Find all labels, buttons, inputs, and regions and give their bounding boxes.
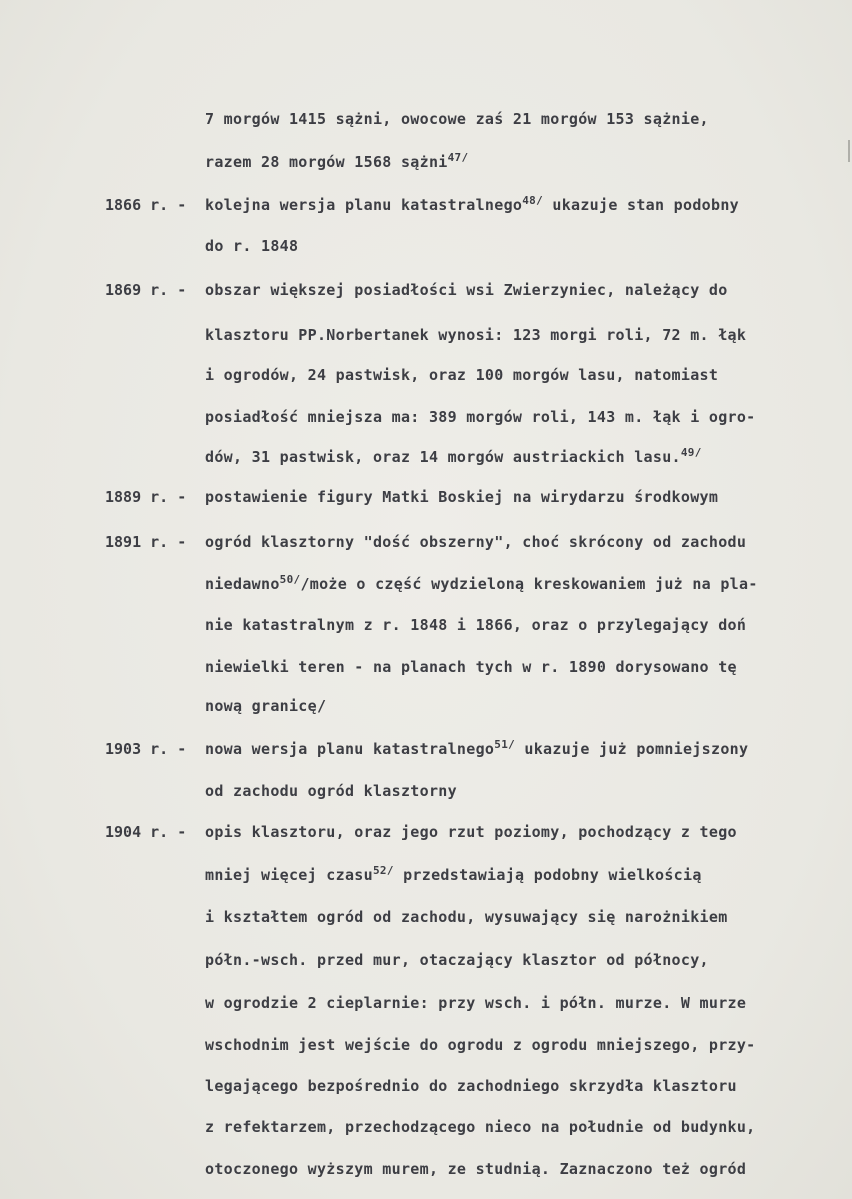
text-line — [205, 616, 746, 634]
line-text: otoczonego wyższym murem, ze studnią. Zaznaczono też ogród — [205, 1160, 747, 1178]
entry-year: 1904 r. - — [105, 823, 187, 841]
text-line — [205, 1036, 756, 1054]
text-line — [205, 740, 748, 758]
text-line — [205, 782, 457, 800]
text-line — [205, 908, 728, 926]
line-text: i kształtem ogród od zachodu, wysuwający się narożnikiem — [205, 908, 728, 926]
text-line — [205, 153, 468, 171]
line-text: niedawno — [205, 575, 280, 593]
text-line — [205, 110, 709, 128]
text-line — [205, 196, 739, 214]
line-text: legającego bezpośrednio do zachodniego skrzydła klasztoru — [205, 1077, 737, 1095]
text-line — [205, 994, 746, 1012]
text-line — [205, 823, 737, 841]
line-text: posiadłość mniejsza ma: 389 morgów roli, 143 m. łąk i ogro- — [205, 408, 756, 426]
text-line — [205, 326, 746, 344]
entry-year: 1903 r. - — [105, 740, 187, 758]
line-text: ogród klasztorny "dość obszerny", choć skrócony od zachodu — [205, 533, 747, 551]
line-text: nie katastralnym z r. 1848 i 1866, oraz o przylegający doń — [205, 616, 747, 634]
line-text: niewielki teren - na planach tych w r. 1890 dorysowano tę — [205, 658, 737, 676]
footnote-ref: 47/ — [447, 151, 469, 164]
line-text: 7 morgów 1415 sążni, owocowe zaś 21 morgów 153 sążnie, — [205, 110, 709, 128]
text-line — [205, 488, 718, 506]
text-line — [205, 658, 737, 676]
line-text: w ogrodzie 2 cieplarnie: przy wsch. i półn. murze. W murze — [205, 994, 747, 1012]
line-text: nowa wersja planu katastralnego — [205, 740, 495, 758]
line-text: i ogrodów, 24 pastwisk, oraz 100 morgów lasu, natomiast — [205, 366, 719, 384]
line-text: klasztoru PP.Norbertanek wynosi: 123 morgi roli, 72 m. łąk — [205, 326, 747, 344]
line-text: wschodnim jest wejście do ogrodu z ogrodu mniejszego, przy- — [205, 1036, 756, 1054]
text-line — [205, 408, 756, 426]
entry-year: 1891 r. - — [105, 533, 187, 551]
text-line — [205, 951, 709, 969]
line-text-continued: /może o część wydzieloną kreskowaniem już na pla- — [300, 575, 758, 593]
entry-year: 1866 r. - — [105, 196, 187, 214]
text-line — [205, 866, 702, 884]
entry-year: 1889 r. - — [105, 488, 187, 506]
line-text: półn.-wsch. przed mur, otaczający klasztor od północy, — [205, 951, 709, 969]
line-text: razem 28 morgów 1568 sążni — [205, 153, 448, 171]
line-text: od zachodu ogród klasztorny — [205, 782, 457, 800]
line-text-continued: ukazuje już pomniejszony — [515, 740, 749, 758]
line-text: postawienie figury Matki Boskiej na wirydarzu środkowym — [205, 488, 719, 506]
line-text: opis klasztoru, oraz jego rzut poziomy, pochodzący z tego — [205, 823, 737, 841]
line-text: kolejna wersja planu katastralnego — [205, 196, 523, 214]
entry-year: 1869 r. - — [105, 281, 187, 299]
text-line — [205, 281, 728, 299]
line-text: z refektarzem, przechodzącego nieco na południe od budynku, — [205, 1118, 756, 1136]
text-line — [205, 533, 746, 551]
line-text: obszar większej posiadłości wsi Zwierzyniec, należący do — [205, 281, 728, 299]
line-text: nową granicę/ — [205, 697, 327, 715]
text-line — [205, 575, 758, 593]
footnote-ref: 48/ — [522, 194, 544, 207]
footnote-ref: 50/ — [279, 573, 301, 586]
text-line — [205, 1077, 737, 1095]
page-edge-mark — [848, 140, 850, 162]
footnote-ref: 49/ — [680, 446, 702, 459]
line-text: dów, 31 pastwisk, oraz 14 morgów austriackich lasu. — [205, 448, 681, 466]
line-text: mniej więcej czasu — [205, 866, 373, 884]
text-line — [205, 448, 702, 466]
text-line — [205, 1160, 746, 1178]
text-line — [205, 237, 298, 255]
text-line — [205, 366, 718, 384]
line-text-continued: ukazuje stan podobny — [543, 196, 739, 214]
line-text: do r. 1848 — [205, 237, 299, 255]
line-text-continued: przedstawiają podobny wielkością — [393, 866, 702, 884]
footnote-ref: 51/ — [494, 738, 516, 751]
footnote-ref: 52/ — [372, 864, 394, 877]
text-line — [205, 697, 326, 715]
text-line — [205, 1118, 756, 1136]
